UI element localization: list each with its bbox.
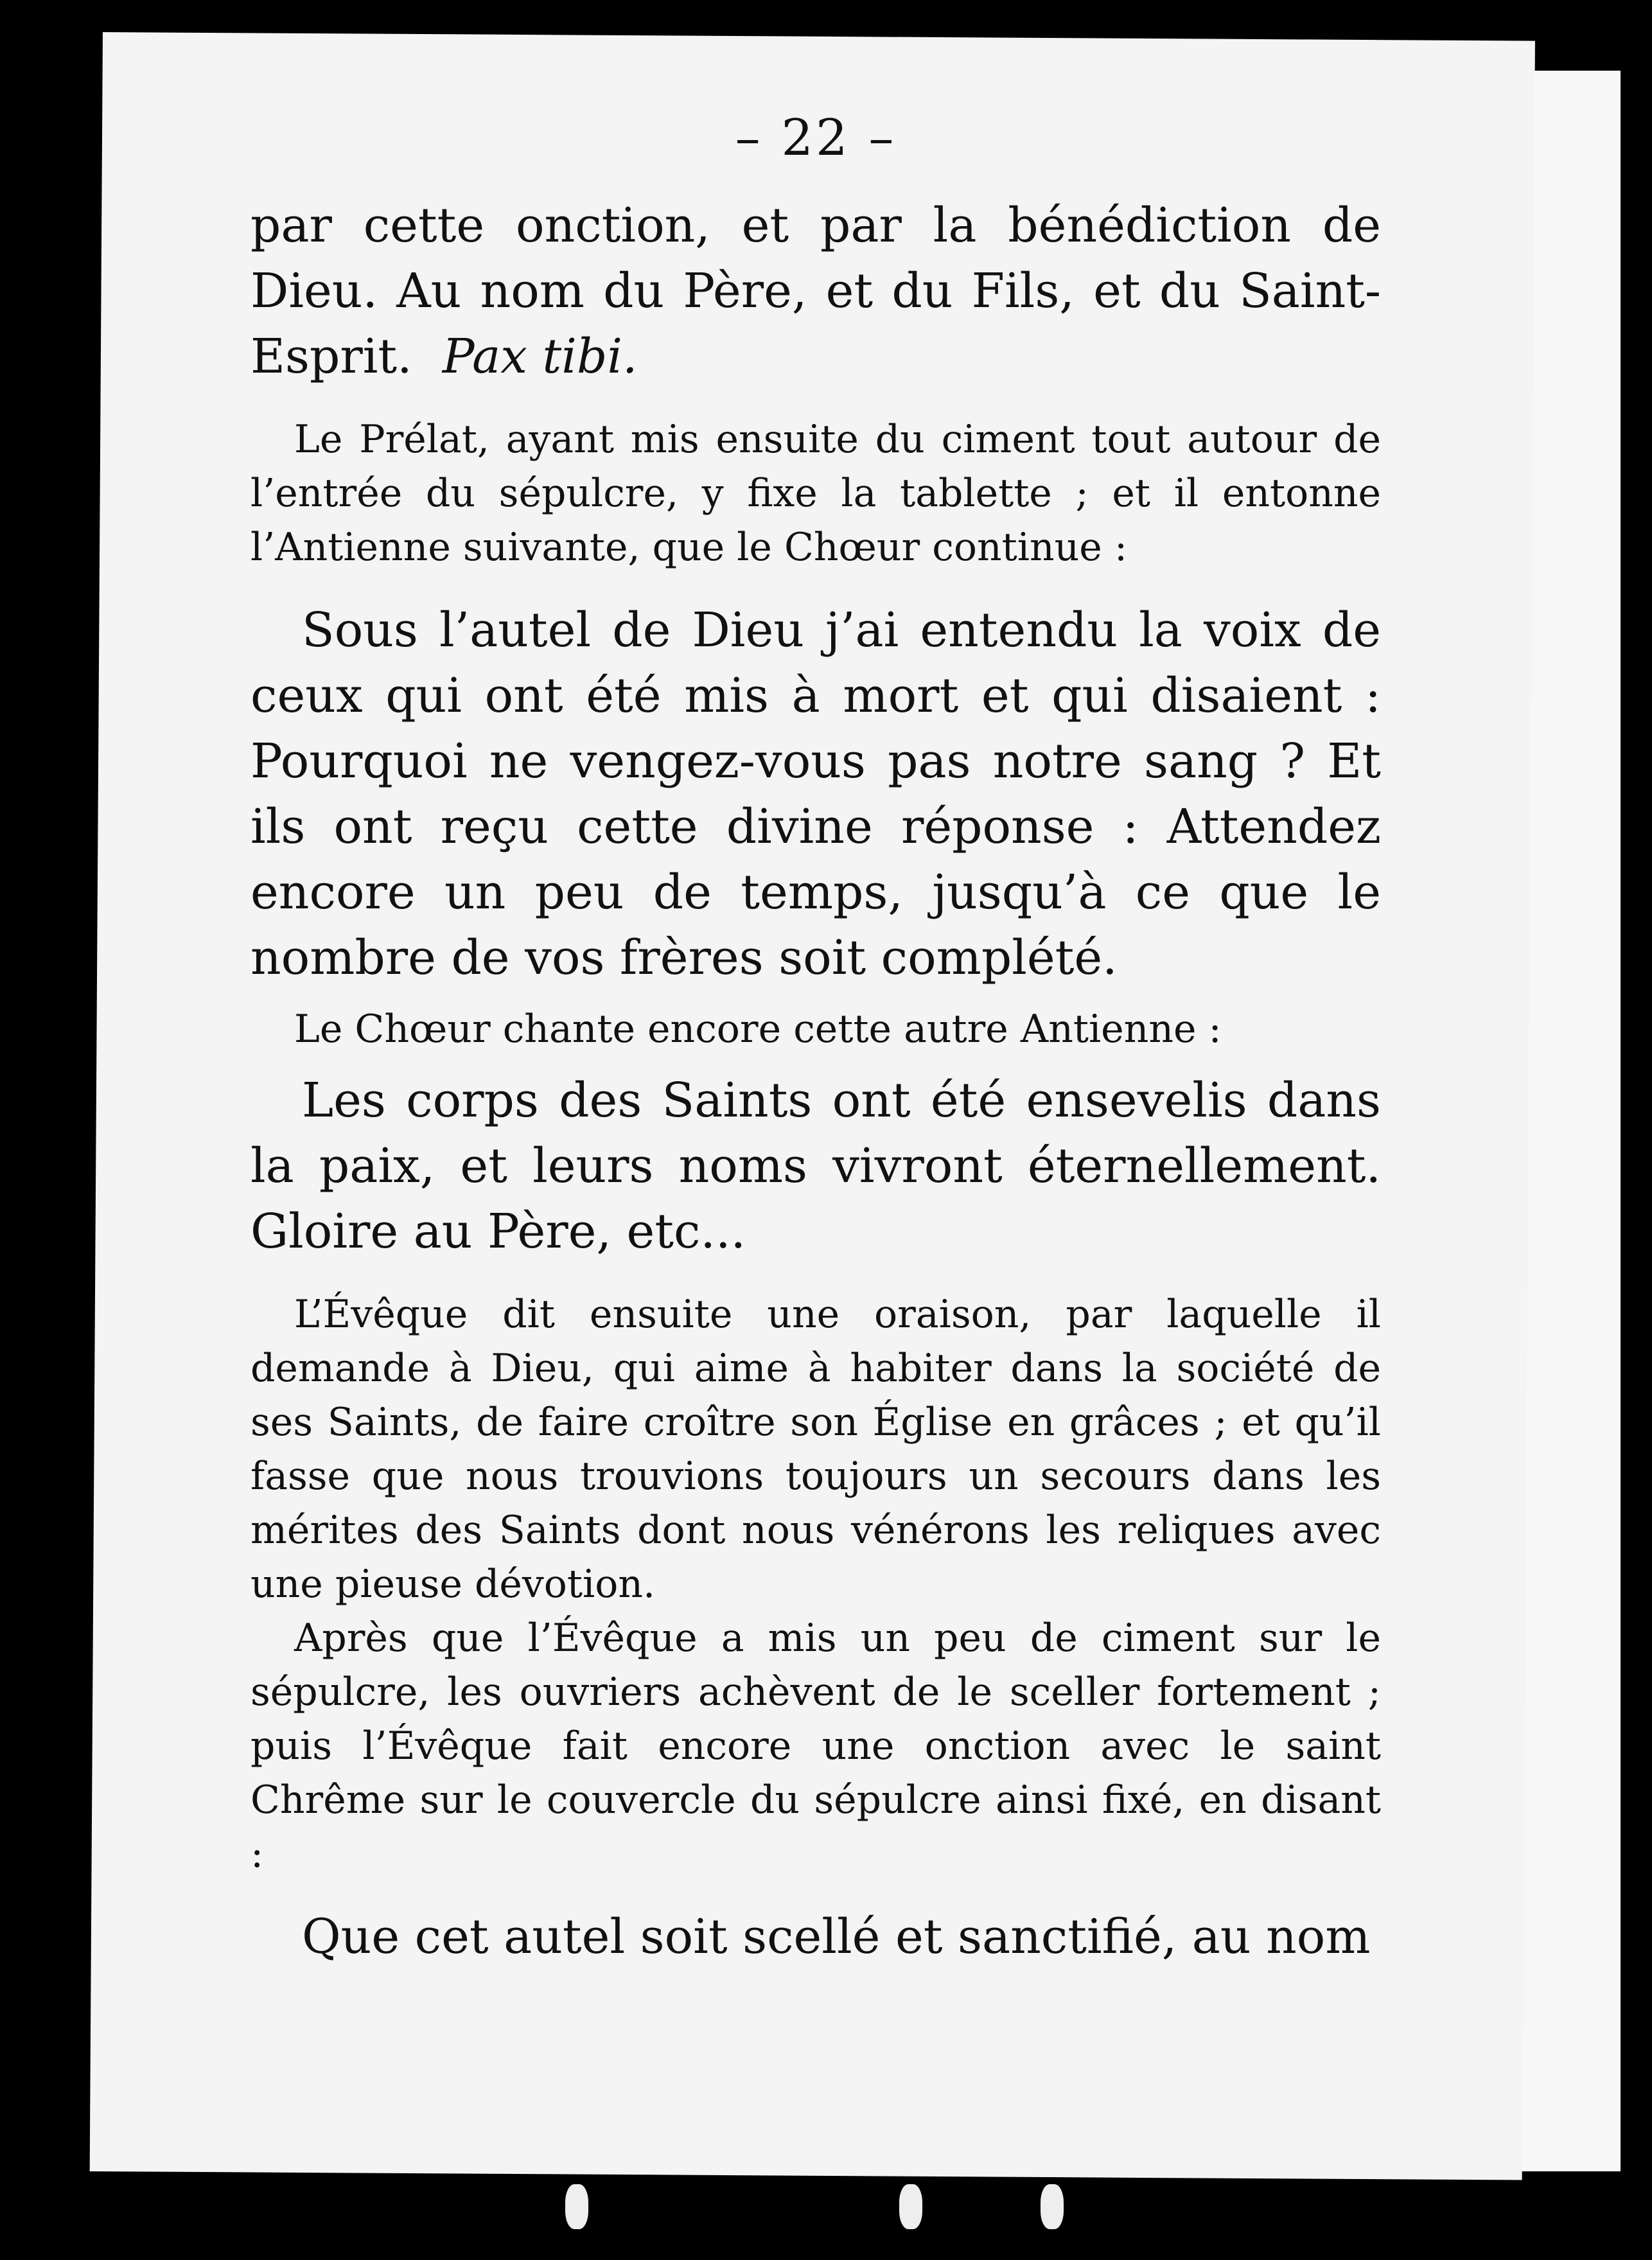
prayer-paragraph: Que cet autel soit scellé et sanctifié, au nom xyxy=(302,1909,1371,1964)
page-number: – 22 – xyxy=(735,109,897,167)
rubric-paragraph: L’Évêque dit ensuite une oraison, par laquelle il demande à Dieu, qui aime à habiter dans la société de ses Saints, de faire croître son Église en grâces ; et qu’il fasse que nous trouvions toujours un secours dans les mérites des Saints dont nous vénérons les reliques avec une pieuse dévotion. xyxy=(250,1292,1381,1607)
paragraph-blessing xyxy=(250,193,1381,389)
scan-artifact xyxy=(1041,2184,1064,2229)
rubric-paragraph: Le Chœur chante encore cette autre Antienne : xyxy=(294,1007,1222,1052)
rubric-paragraph: Après que l’Évêque a mis un peu de ciment sur le sépulcre, les ouvriers achèvent de le sceller fortement ; puis l’Évêque fait encore une onction avec le saint Chrême sur le couvercle du sépulcre ainsi fixé, en disant : xyxy=(250,1616,1381,1876)
scan-artifact xyxy=(899,2184,922,2229)
antiphon-paragraph: Les corps des Saints ont été ensevelis dans la paix, et leurs noms vivront éternellement. Gloire au Père, etc... xyxy=(250,1073,1381,1259)
scan-artifact xyxy=(565,2184,588,2229)
latin-phrase: Pax tibi. xyxy=(442,329,638,384)
rubric-paragraph: Le Prélat, ayant mis ensuite du ciment tout autour de l’entrée du sépulcre, y fixe la tablette ; et il entonne l’Antienne suivante, que le Chœur continue : xyxy=(250,417,1381,570)
antiphon-paragraph: Sous l’autel de Dieu j’ai entendu la voix de ceux qui ont été mis à mort et qui disaient : Pourquoi ne vengez-vous pas notre sang ? Et ils ont reçu cette divine réponse : Attendez encore un peu de temps, jusqu’à ce que le nombre de vos frères soit complété. xyxy=(250,603,1381,985)
blessing-text: par cette onction, et par la bénédiction de Dieu. Au nom du Père, et du Fils, et du Saint-Esprit. xyxy=(250,198,1381,384)
page-content xyxy=(250,109,1381,1970)
